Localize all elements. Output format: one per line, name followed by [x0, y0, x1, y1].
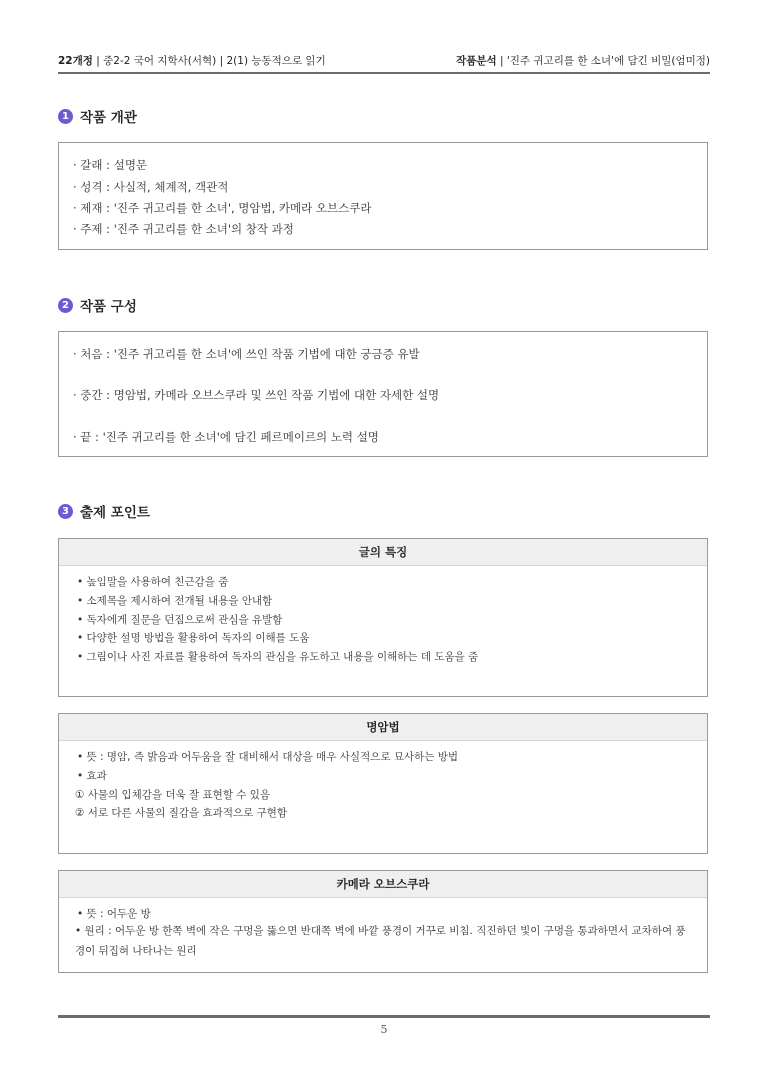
panel-line: ① 사물의 입체감을 더욱 잘 표현할 수 있음	[75, 789, 271, 801]
panel-line: • 뜻 : 어두운 방	[77, 908, 151, 920]
panel-line: • 독자에게 질문을 던짐으로써 관심을 유발함	[77, 614, 283, 626]
panel-chiaroscuro	[58, 713, 708, 854]
overview-theme: · 주제 : '진주 귀고리를 한 소녀'의 창작 과정	[73, 222, 294, 236]
section-heading: 작품 구성	[80, 299, 137, 315]
panel-camera-obscura	[58, 870, 708, 973]
header-work-info	[456, 53, 710, 68]
section-number-badge: 3	[58, 504, 73, 519]
panel-title: 글의 특징	[59, 539, 707, 566]
panel-line: • 원리 : 어두운 방 한쪽 벽에 작은 구멍을 뚫으면 반대쪽 벽에 바깥 풍경이 거꾸로 비침. 직진하던 빛이 구멍을 통과하면서 교차하여 풍경이 뒤집혀 나타나는 원리	[75, 925, 686, 957]
structure-middle: · 중간 : 명암법, 카메라 오브스쿠라 및 쓰인 작품 기법에 대한 자세한 설명	[73, 388, 440, 402]
structure-box	[58, 331, 708, 457]
panel-line: • 효과	[77, 770, 107, 782]
panel-line: • 그림이나 사진 자료를 활용하여 독자의 관심을 유도하고 내용을 이해하는 데 도움을 줌	[77, 651, 479, 663]
header-course-detail: | 중2-2 국어 지학사(서혁) | 2(1) 능동적으로 읽기	[92, 55, 326, 67]
section-heading: 출제 포인트	[80, 505, 150, 521]
overview-subject: · 제재 : '진주 귀고리를 한 소녀', 명암법, 카메라 오브스쿠라	[73, 201, 372, 215]
header-curriculum: 22개정	[58, 55, 93, 67]
overview-genre: · 갈래 : 설명문	[73, 158, 148, 172]
header-course-info	[58, 53, 326, 68]
panel-line: • 소제목을 제시하여 전개될 내용을 안내함	[77, 595, 273, 607]
section-number-badge: 1	[58, 109, 73, 124]
section-heading: 작품 개관	[80, 110, 137, 126]
panel-title: 카메라 오브스쿠라	[59, 871, 707, 898]
section-title-exam-points	[58, 501, 150, 521]
structure-end: · 끝 : '진주 귀고리를 한 소녀'에 담긴 페르메이르의 노력 설명	[73, 430, 379, 444]
panel-text-features	[58, 538, 708, 697]
header-work-title: | '진주 귀고리를 한 소녀'에 담긴 비밀(엄미정)	[496, 55, 710, 67]
panel-line: ② 서로 다른 사물의 질감을 효과적으로 구현함	[75, 807, 288, 819]
panel-line: • 뜻 : 명암, 즉 밝음과 어두움을 잘 대비해서 대상을 매우 사실적으로 묘사하는 방법	[77, 751, 459, 763]
footer-divider	[58, 1015, 710, 1018]
page-header	[58, 53, 710, 69]
panel-title: 명암법	[59, 714, 707, 741]
section-number-badge: 2	[58, 298, 73, 313]
page-number: 5	[380, 1023, 388, 1036]
panel-line: • 높임말을 사용하여 친근감을 줌	[77, 576, 229, 588]
structure-beginning: · 처음 : '진주 귀고리를 한 소녀'에 쓰인 작품 기법에 대한 궁금증 유발	[73, 347, 420, 361]
overview-box	[58, 142, 708, 250]
section-title-overview	[58, 106, 137, 126]
header-divider	[58, 72, 710, 74]
section-title-structure	[58, 295, 137, 315]
panel-line: • 다양한 설명 방법을 활용하여 독자의 이해를 도움	[77, 632, 310, 644]
header-category: 작품분석	[456, 55, 497, 67]
overview-character: · 성격 : 사실적, 체계적, 객관적	[73, 180, 229, 194]
